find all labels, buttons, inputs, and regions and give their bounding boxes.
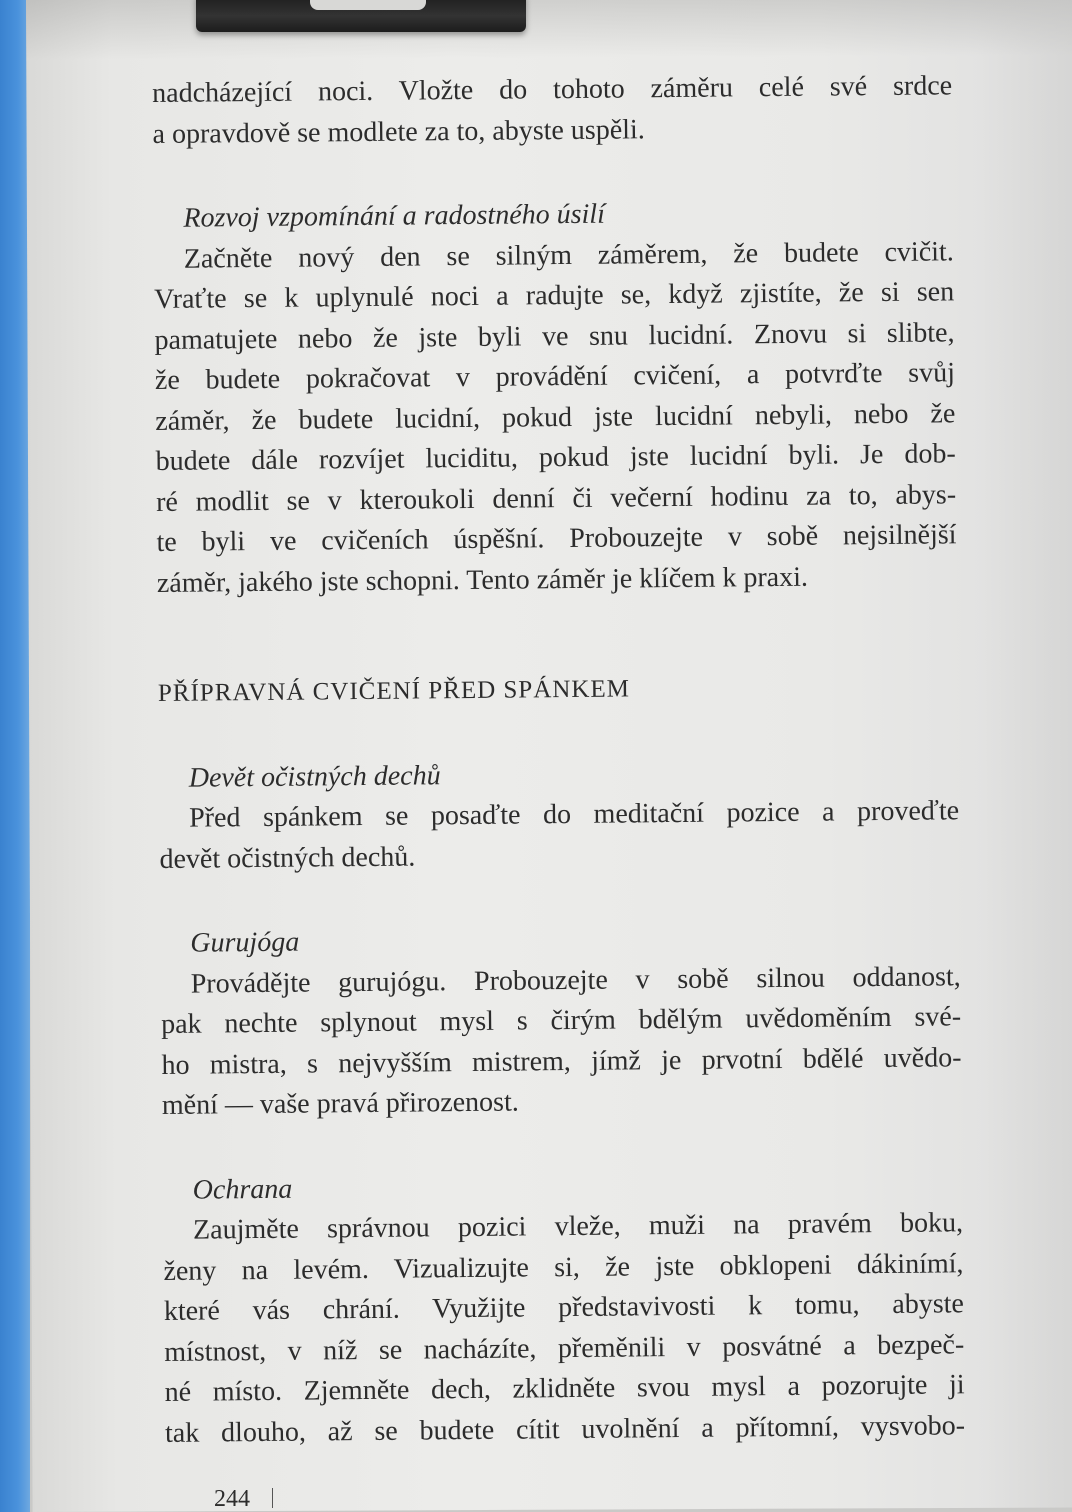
page-number: 244: [214, 1486, 250, 1512]
paragraph-3: [159, 791, 960, 880]
text-line: devět očistných dechů.: [159, 841, 416, 875]
text-line: že budete pokračovat v provádění cvičení, a potvrďte svůj: [154, 357, 956, 396]
footer-rule: [272, 1488, 273, 1508]
page-text: [152, 66, 965, 1454]
page-footer: [214, 1486, 273, 1512]
text-line: místnost, v níž se nacházíte, přeměnili v posvátné a bezpeč-: [164, 1328, 965, 1368]
text-line: záměr, jakého jste schopni. Tento záměr je klíčem k praxi.: [156, 561, 809, 599]
subheading-devet: Devět očistných dechů: [188, 759, 441, 794]
text-line: mění — vaše pravá přirozenost.: [161, 1086, 519, 1121]
subheading-rozvoj: Rozvoj vzpomínání a radostného úsilí: [183, 198, 606, 234]
text-line: Vraťte se k uplynulé noci a radujte se, když zjistíte, že si sen: [154, 276, 955, 315]
text-line: te byli ve cvičeních úspěšní. Probouzejte v sobě nejsilnější: [156, 519, 957, 558]
text-line: a opravdově se modlete za to, abyste uspěli.: [152, 113, 645, 150]
subheading-gurujoga: Gurujóga: [190, 926, 300, 959]
text-line: ré modlit se v kteroukoli denní či večerní hodinu za to, abys-: [155, 478, 957, 518]
blue-background: [0, 0, 30, 1512]
text-line: Začněte nový den se silným záměrem, že budete cvičit.: [183, 235, 954, 275]
text-line: nadcházející noci. Vložte do tohoto záměru celé své srdce: [152, 70, 953, 109]
paragraph-2: [154, 232, 957, 604]
subheading-ochrana: Ochrana: [192, 1173, 293, 1206]
text-line: ženy na levém. Vizualizujte si, že jste obklopeni dákinímí,: [163, 1247, 964, 1287]
paragraph-4: [161, 957, 963, 1127]
text-line: záměr, že budete lucidní, pokud jste lucidní nebyli, nebo že: [155, 397, 956, 437]
text-line: budete dále rozvíjet luciditu, pokud jste lucidní byli. Je dob-: [155, 438, 956, 477]
text-line: pamatujete nebo že jste byli ve snu lucidní. Znovu si slibte,: [154, 316, 955, 356]
text-line: Provádějte gurujógu. Probouzejte v sobě silnou oddanost,: [190, 960, 961, 1000]
text-line: Zaujměte správnou pozici vleže, muži na pravém boku,: [192, 1207, 964, 1246]
section-title: PŘÍPRAVNÁ CVIČENÍ PŘED SPÁNKEM: [157, 675, 631, 707]
text-line: tak dlouho, až se budete cítit uvolnění a přítomní, vysvobo-: [164, 1409, 966, 1449]
text-line: Před spánkem se posaďte do meditační pozice a proveďte: [188, 795, 960, 834]
paragraph-1: [152, 66, 953, 155]
text-line: pak nechte splynout mysl s čirým bdělým uvědoměním své-: [160, 1001, 962, 1040]
text-line: né místo. Zjemněte dech, zklidněte svou mysl a pozorujte ji: [164, 1369, 965, 1408]
text-line: které vás chrání. Využijte představivosti k tomu, abyste: [163, 1288, 964, 1327]
paragraph-5: [163, 1203, 965, 1454]
text-line: ho mistra, s nejvyšším mistrem, jímž je prvotní bdělé uvědo-: [161, 1041, 962, 1081]
